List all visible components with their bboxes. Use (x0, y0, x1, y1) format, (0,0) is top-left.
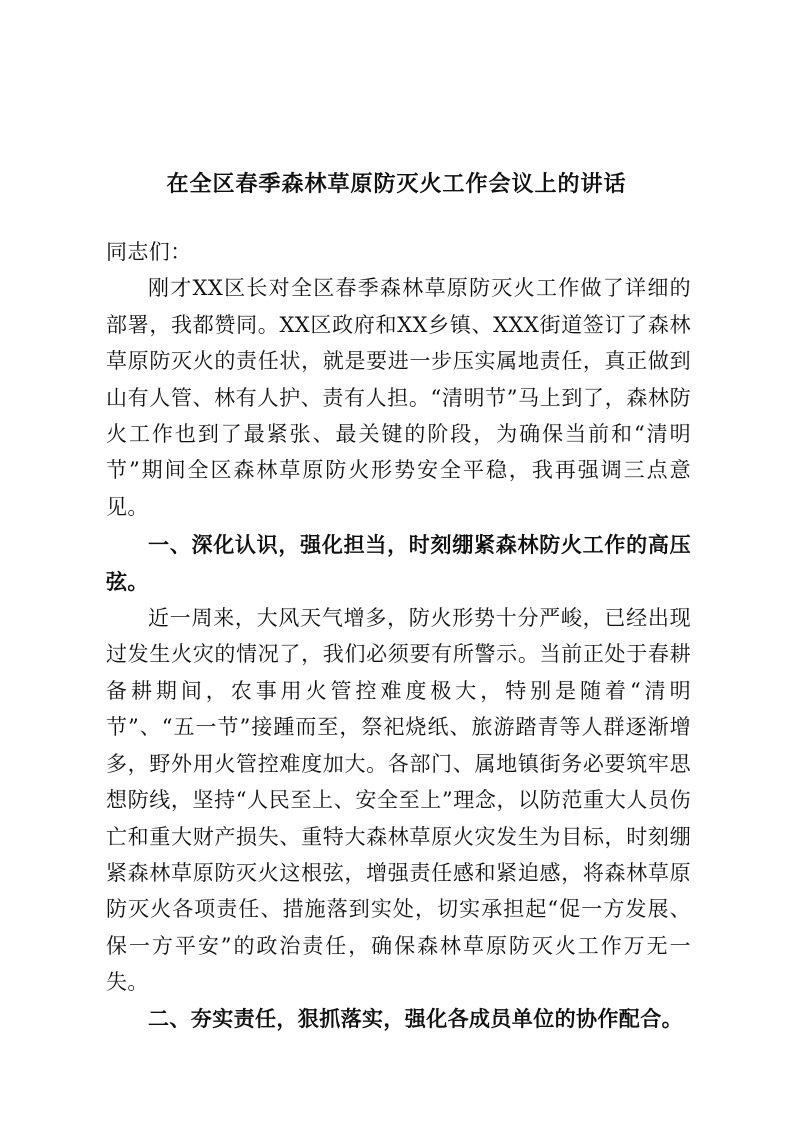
salutation: 同志们： (106, 240, 192, 264)
section-1-paragraph: 近一周来，大风天气增多，防火形势十分严峻，已经出现过发生火灾的情况了，我们必须要有所警示。当前正处于春耕备耕期间，农事用火管控难度极大，特别是随着“清明节”、“五一节”接踵而至，祭祀烧纸、旅游踏青等人群逐渐增多，野外用火管控难度加大。各部门、属地镇街务必要筑牢思想防线，坚持“人民至上、安全至上”理念，以防范重大人员伤亡和重大财产损失、重特大森林草原火灾发生为目标，时刻绷紧森林草原防灭火这根弦，增强责任感和紧迫感，将森林草原防灭火各项责任、措施落到实处，切实承担起“促一方发展、保一方平安”的政治责任，确保森林草原防灭火工作万无一失。 (106, 606, 691, 995)
intro-paragraph: 刚才XX区长对全区春季森林草原防灭火工作做了详细的部署，我都赞同。XX区政府和XX乡镇、XXX街道签订了森林草原防灭火的责任状，就是要进一步压实属地责任，真正做到山有人管、林有人护、责有人担。“清明节”马上到了，森林防火工作也到了最紧张、最关键的阶段，为确保当前和“清明节”期间全区森林草原防火形势安全平稳，我再强调三点意见。 (106, 276, 691, 519)
section-2-heading: 二、夯实责任，狠抓落实，强化各成员单位的协作配合。 (148, 1005, 683, 1031)
document-body (106, 234, 691, 1037)
section-1-heading: 一、深化认识，强化担当，时刻绷紧森林防火工作的高压弦。 (106, 532, 691, 594)
document-title: 在全区春季森林草原防灭火工作会议上的讲话 (166, 171, 627, 197)
